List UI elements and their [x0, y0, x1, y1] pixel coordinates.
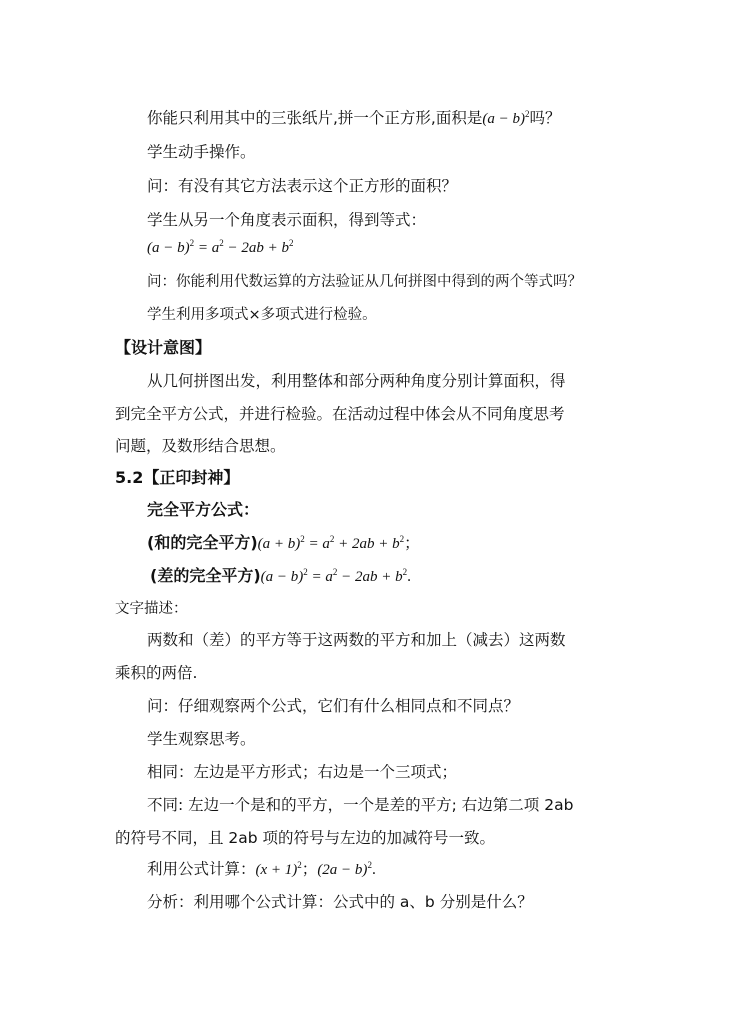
design-intent-paragraph-line-3: 问题，及数形结合思想。 [115, 437, 286, 455]
question-one-text: 你能只利用其中的三张纸片,拼一个正方形,面积是 [147, 109, 483, 127]
analysis-line: 分析：利用哪个公式计算：公式中的 a、b 分别是什么？ [147, 893, 533, 911]
sum-square-middle-exponent: 2 [329, 534, 335, 544]
sum-square-right-exponent: 2 [399, 534, 405, 544]
section-heading: 5.2【正印封神】 [115, 468, 240, 487]
question-one-line [147, 108, 561, 129]
practice-expression-one-exponent: 2 [297, 860, 302, 870]
sum-square-left: (a + b) [257, 536, 301, 552]
text-description-label: 文字描述： [115, 601, 188, 617]
difference-square-tail: . [407, 568, 412, 585]
practice-calculation-text: 利用公式计算： [147, 860, 256, 878]
practice-expression-one: (x + 1) [255, 862, 298, 878]
equation-middle: = a [194, 240, 220, 256]
question-three-line: 问：你能利用代数运算的方法验证从几何拼图中得到的两个等式吗？ [147, 274, 582, 290]
student-check-line: 学生利用多项式×多项式进行检验。 [147, 307, 377, 323]
difference-line-2: 的符号不同，且 2ab 项的符号与左边的加减符号一致。 [115, 829, 496, 847]
sum-square-formula [147, 533, 420, 554]
difference-square-middle: = a [307, 569, 333, 585]
sum-square-left-exponent: 2 [300, 534, 305, 544]
difference-square-right-exponent: 2 [402, 567, 408, 577]
design-intent-paragraph-line-2: 到完全平方公式，并进行检验。在活动过程中体会从不同角度思考 [115, 405, 565, 423]
sum-square-right: + 2ab + b [334, 536, 400, 552]
description-paragraph-line-2: 乘积的两倍. [115, 664, 198, 682]
question-one-exponent: 2 [524, 109, 530, 119]
practice-expression-two-exponent: 2 [367, 860, 372, 870]
question-one-tail: 吗？ [529, 109, 561, 127]
question-one-expression: (a − b) [482, 111, 525, 127]
student-observe-line: 学生观察思考。 [147, 730, 256, 748]
sum-square-middle: = a [304, 536, 330, 552]
difference-square-left: (a − b) [260, 569, 304, 585]
equation-left-exponent: 2 [189, 238, 195, 248]
practice-expression-two: (2a − b) [317, 862, 368, 878]
equation-left: (a − b) [147, 240, 190, 256]
practice-calculation-line [147, 859, 376, 880]
equation-middle-exponent: 2 [219, 238, 224, 248]
equation-right: − 2ab + b [223, 240, 289, 256]
description-paragraph-line-1: 两数和（差）的平方等于这两数的平方和加上（减去）这两数 [147, 631, 566, 649]
difference-square-middle-exponent: 2 [332, 567, 338, 577]
difference-square-left-exponent: 2 [303, 567, 308, 577]
practice-separator: ； [301, 860, 318, 878]
difference-square-formula [150, 566, 411, 587]
practice-tail: . [371, 861, 376, 878]
question-four-line: 问：仔细观察两个公式，它们有什么相同点和不同点？ [147, 697, 520, 715]
formula-title: 完全平方公式： [147, 500, 260, 519]
difference-square-right: − 2ab + b [337, 569, 403, 585]
difference-line-1: 不同: 左边一个是和的平方，一个是差的平方; 右边第二项 2ab [147, 796, 574, 814]
question-two-line: 问：有没有其它方法表示这个正方形的面积？ [147, 177, 458, 195]
sum-square-label: (和的完全平方) [147, 533, 258, 552]
similarity-line: 相同：左边是平方形式；右边是一个三项式； [147, 763, 458, 781]
design-intent-paragraph-line-1: 从几何拼图出发，利用整体和部分两种角度分别计算面积，得 [147, 372, 566, 390]
equation-right-exponent: 2 [289, 238, 294, 248]
student-angle-line: 学生从另一个角度表示面积，得到等式： [147, 211, 427, 229]
difference-square-equation [147, 238, 294, 258]
difference-square-label: (差的完全平方) [150, 566, 261, 585]
sum-square-tail: ； [404, 534, 420, 552]
design-intent-heading: 【设计意图】 [115, 338, 212, 357]
student-operation-line: 学生动手操作。 [147, 143, 256, 161]
